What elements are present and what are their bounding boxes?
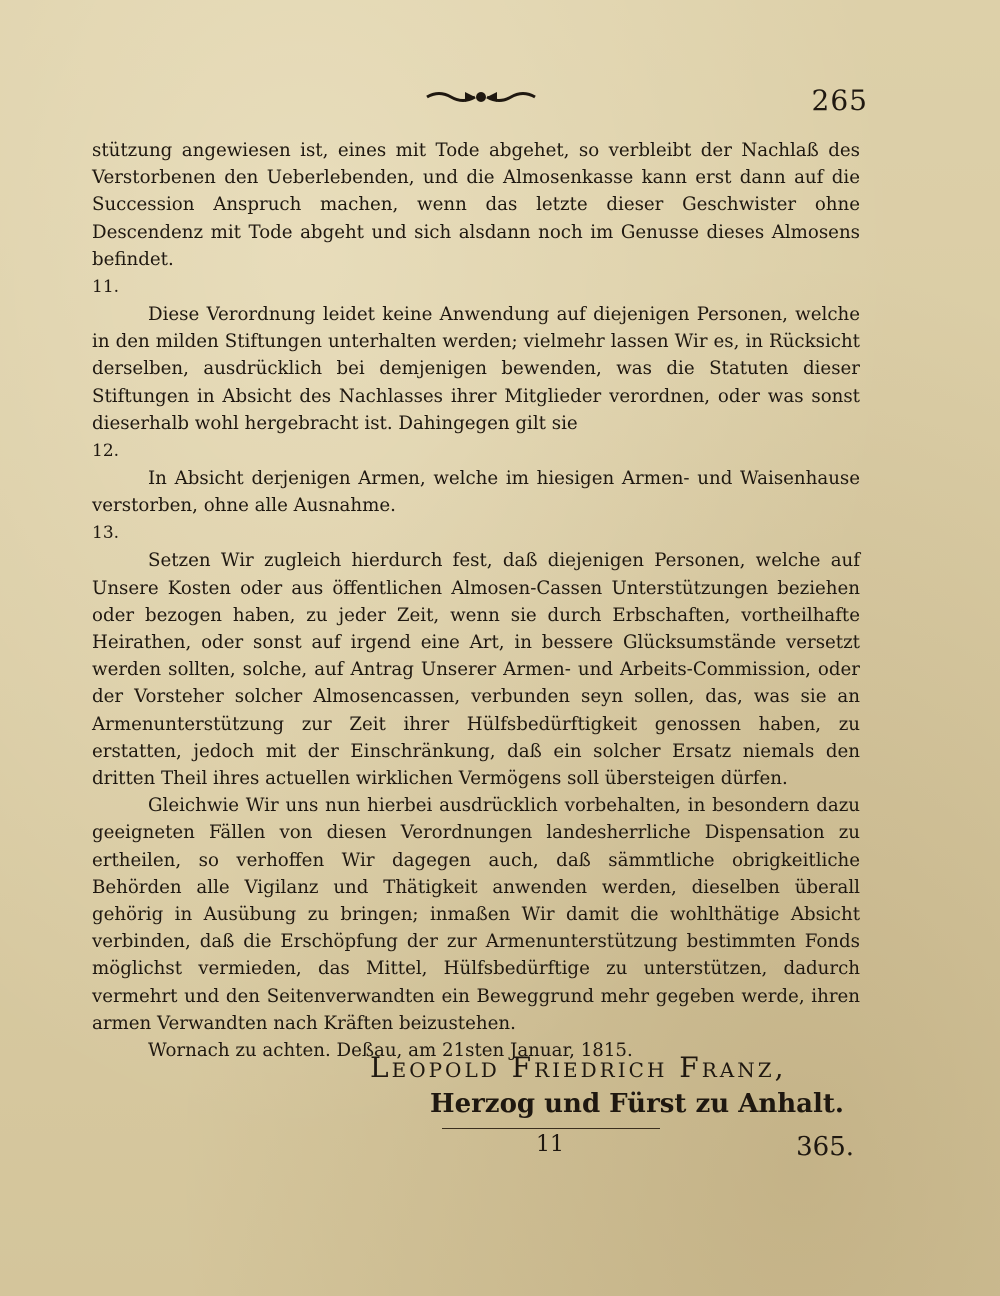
paragraph-section-12: In Absicht derjenigen Armen, welche im hiesigen Armen- und Waisenhause verstorben, ohne alle Ausnahme.	[92, 468, 860, 517]
page-number: 265	[811, 84, 868, 117]
signature-block	[370, 1050, 860, 1122]
catchword: 11	[536, 1132, 564, 1157]
section-number-12: 12.	[92, 441, 120, 462]
sheet-number: 365.	[796, 1132, 854, 1162]
paragraph-closing: Gleichwie Wir uns nun hierbei ausdrücklich vorbehalten, in besondern dazu geeigneten Fällen von diesen Verordnungen landesherrliche Dispensation zu ertheilen, so verhoffen Wir dagegen auch, daß sämmtliche obrigkeitliche Behörden alle Vigilanz und Thätigkeit anwenden werden, dieselben überall gehörig in Ausübung zu bringen; inmaßen Wir damit die wohlthätige Absicht verbinden, daß die Erschöpfung der zur Armenunterstützung bestimmten Fonds möglichst vermieden, das Mittel, Hülfsbedürftige zu unterstützen, dadurch vermehrt und den Seitenverwandten ein Beweggrund mehr gegeben werde, ihren armen Verwandten nach Kräften beizustehen.	[92, 795, 860, 1034]
signatory-name: Leopold Friedrich Franz,	[370, 1051, 787, 1084]
paragraph-section-13: Setzen Wir zugleich hierdurch fest, daß diejenigen Personen, welche auf Unsere Kosten oder aus öffentlichen Almosen-Cassen Unterstützungen beziehen oder bezogen haben, zu jeder Zeit, wenn sie durch Erbschaften, vortheilhafte Heirathen, oder sonst auf irgend eine Art, in bessere Glücksumstände versetzt werden sollten, solche, auf Antrag Unserer Armen- und Arbeits-Commission, oder der Vorsteher solcher Almosencassen, verbunden seyn sollen, das, was sie an Armenunterstützung zur Zeit ihrer Hülfsbedürftigkeit genossen haben, zu erstatten, jedoch mit der Einschränkung, daß ein solcher Ersatz niemals den dritten Theil ihres actuellen wirklichen Vermögens soll übersteigen dürfen.	[92, 550, 860, 790]
section-number-13: 13.	[92, 523, 120, 544]
paragraph-intro: stützung angewiesen ist, eines mit Tode abgehet, so verbleibt der Nachlaß des Verstorbenen den Ueberlebenden, und die Almosenkasse kann erst dann auf die Succession Anspruch machen, wenn das letzte dieser Geschwister ohne Descendenz mit Tode abgeht und sich alsdann noch im Genusse dieses Almosens befindet.	[92, 140, 860, 270]
date-line: Wornach zu achten. Deßau, am 21sten Januar, 1815.	[148, 1040, 633, 1062]
header-ornament-icon	[425, 88, 537, 106]
signature-rule	[442, 1128, 660, 1129]
document-body	[92, 137, 860, 1064]
signatory-title: Herzog und Fürst zu Anhalt.	[430, 1089, 844, 1119]
section-number-11: 11.	[92, 277, 120, 298]
paragraph-section-11: Diese Verordnung leidet keine Anwendung auf diejenigen Personen, welche in den milden Stiftungen unterhalten werden; vielmehr lassen Wir es, in Rücksicht derselben, ausdrücklich bei demjenigen bewenden, was die Statuten dieser Stiftungen in Absicht des Nachlasses ihrer Mitglieder verordnen, oder was sonst dieserhalb wohl hergebracht ist. Dahingegen gilt sie	[92, 304, 860, 434]
